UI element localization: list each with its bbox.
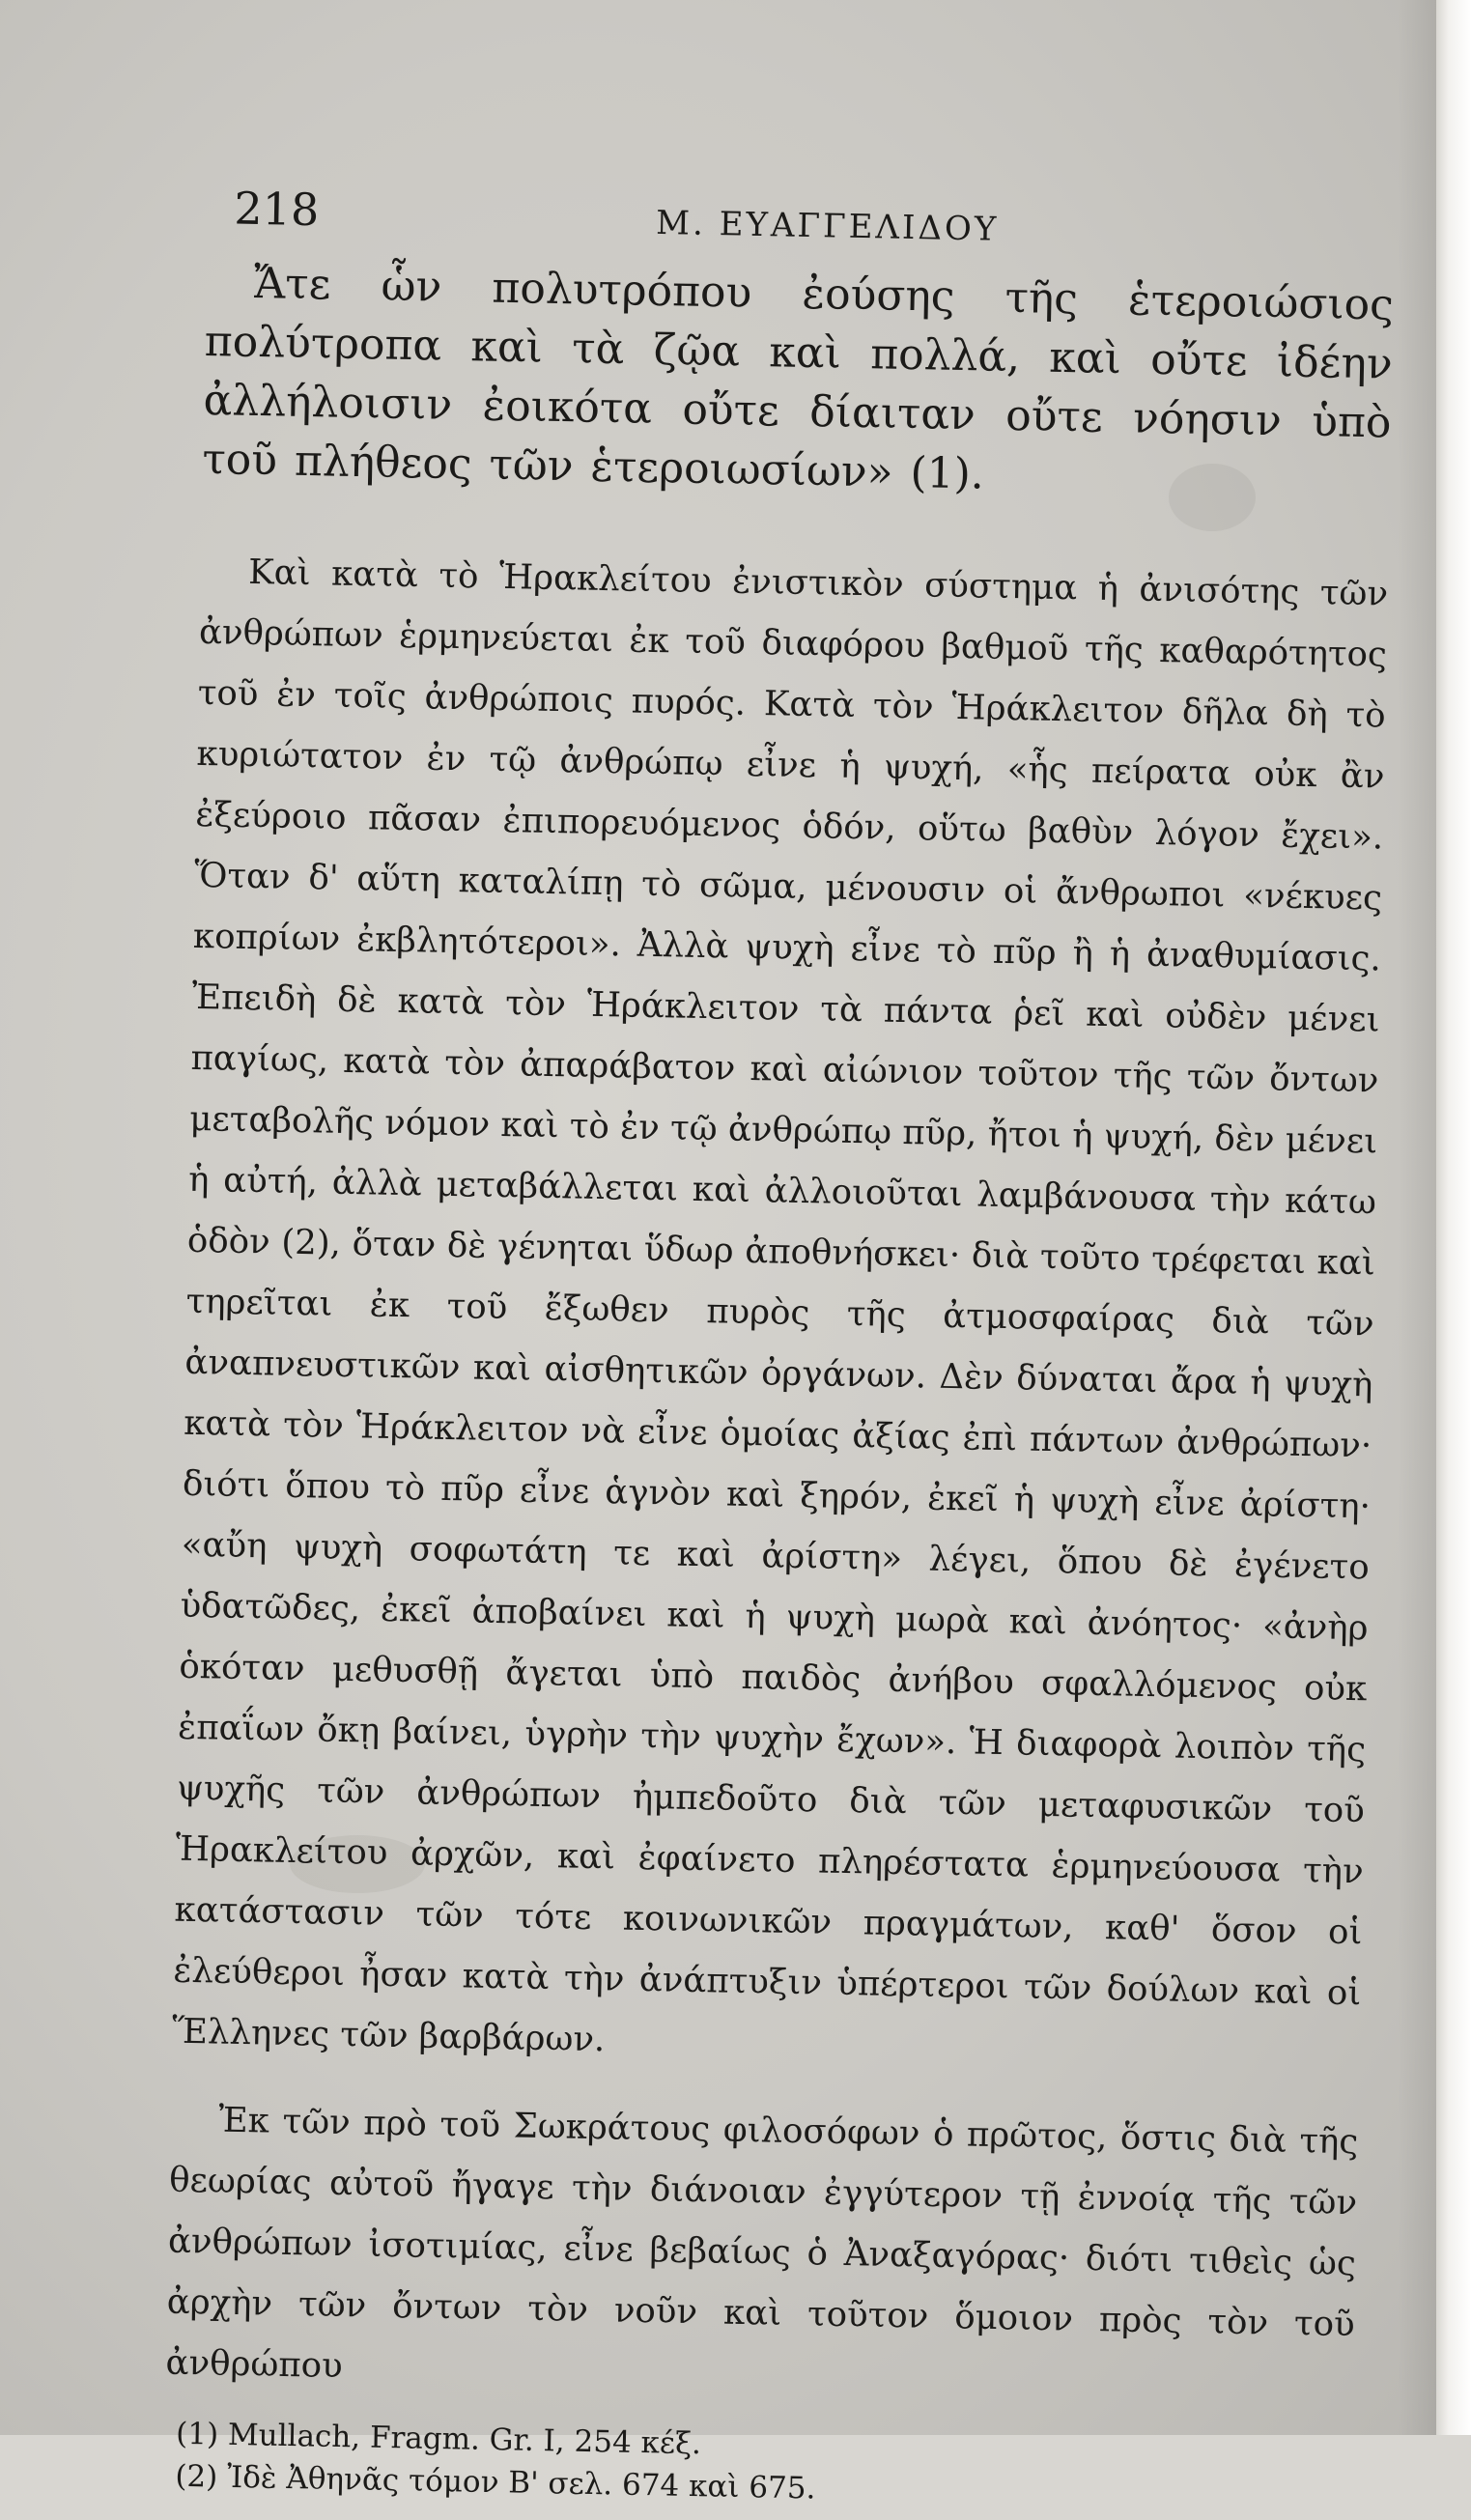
running-head: Μ. ΕΥΑΓΓΕΛΙΔΟΥ (655, 203, 1000, 249)
body-paragraph-heraclitus: Καὶ κατὰ τὸ Ἡρακλείτου ἐνιστικὸν σύστημα ἡ ἀνισότης τῶν ἀνθρώπων ἑρμηνεύεται ἐκ τοῦ διαφόρου βαθμοῦ τῆς καθαρότητος τοῦ ἐν τοῖς ἀνθρώποις πυρός. Κατὰ τὸν Ἡράκλειτον δῆλα δὴ τὸ κυριώτατον ἐν τῷ ἀνθρώπῳ εἶνε ἡ ψυχή, «ἧς πείρατα οὐκ ἂν ἐξεύροιο πᾶσαν ἐπιπορευόμενος ὁδόν, οὕτω βαθὺν λόγον ἔχει». Ὅταν δ' αὕτη καταλίπῃ τὸ σῶμα, μένουσιν οἱ ἄνθρωποι «νέκυες κοπρίων ἐκβλητότεροι». Ἀλλὰ ψυχὴ εἶνε τὸ πῦρ ἢ ἡ ἀναθυμίασις. Ἐπειδὴ δὲ κατὰ τὸν Ἡράκλειτον τὰ πάντα ῥεῖ καὶ οὐδὲν μένει παγίως, κατὰ τὸν ἀπαράβατον καὶ αἰώνιον τοῦτον τῆς τῶν ὄντων μεταβολῆς νόμον καὶ τὸ ἐν τῷ ἀνθρώπῳ πῦρ, ἤτοι ἡ ψυχή, δὲν μένει ἡ αὐτή, ἀλλὰ μεταβάλλεται καὶ ἀλλοιοῦται λαμβάνουσα τὴν κάτω ὁδὸν (2), ὅταν δὲ γένηται ὕδωρ ἀποθνήσκει· διὰ τοῦτο τρέφεται καὶ τηρεῖται ἐκ τοῦ ἔξωθεν πυρὸς τῆς ἀτμοσφαίρας διὰ τῶν ἀναπνευστικῶν καὶ αἰσθητικῶν ὀργάνων. Δὲν δύναται ἄρα ἡ ψυχὴ κατὰ τὸν Ἡράκλειτον νὰ εἶνε ὁμοίας ἀξίας ἐπὶ πάντων ἀνθρώπων· διότι ὅπου τὸ πῦρ εἶνε ἁγνὸν καὶ ξηρόν, ἐκεῖ ἡ ψυχὴ εἶνε ἀρίστη· «αὔη ψυχὴ σοφωτάτη τε καὶ ἀρίστη» λέγει, ὅπου δὲ ἐγένετο ὑδατῶδες, ἐκεῖ ἀποβαίνει καὶ ἡ ψυχὴ μωρὰ καὶ ἀνόητος· «ἀνὴρ ὁκόταν μεθυσθῇ ἄγεται ὑπὸ παιδὸς ἀνήβου σφαλλόμενος οὐκ ἐπαΐων ὄκῃ βαίνει, ὑγρὴν τὴν ψυχὴν ἔχων». Ἡ διαφορὰ λοιπὸν τῆς ψυχῆς τῶν ἀνθρώπων ἠμπεδοῦτο διὰ τῶν μεταφυσικῶν τοῦ Ἡρακλείτου ἀρχῶν, καὶ ἐφαίνετο πληρέστατα ἑρμηνεύουσα τὴν κατάστασιν τῶν τότε κοινωνικῶν πραγμάτων, καθ' ὅσον οἱ ἐλεύθεροι ἦσαν κατὰ τὴν ἀνάπτυξιν ὑπέρτεροι τῶν δούλων καὶ οἱ Ἕλληνες τῶν βαρβάρων. (171, 552, 1389, 2060)
body-paragraph-anaxagoras: Ἐκ τῶν πρὸ τοῦ Σωκράτους φιλοσόφων ὁ πρῶτος, ὅστις διὰ τῆς θεωρίας αὐτοῦ ἤγαγε τὴν διάνοιαν ἐγγύτερον τῇ ἐννοίᾳ τῆς τῶν ἀνθρώπων ἰσοτιμίας, εἶνε βεβαίως ὁ Ἀναξαγόρας· διότι τιθεὶς ὡς ἀρχὴν τῶν ὄντων τὸν νοῦν καὶ τοῦτον ὅμοιον πρὸς τὸν τοῦ ἀνθρώπου (165, 2100, 1359, 2387)
page-edge (1436, 0, 1471, 2435)
footnotes (163, 2413, 1352, 2520)
page-number: 218 (233, 182, 320, 237)
page-fold-shadow (1398, 0, 1436, 2435)
page-text-block (163, 182, 1396, 2520)
footnote-1: (1) Mullach, Fragm. Gr. I, 254 κέξ. (175, 2416, 702, 2462)
footnote-2: (2) Ἰδὲ Ἀθηνᾶς τόμον Β' σελ. 674 καὶ 675. (175, 2458, 816, 2506)
quote-paragraph: Ἄτε ὧν πολυτρόπου ἐούσης τῆς ἑτεροιώσιος πολύτροπα καὶ τὰ ζῷα καὶ πολλά, καὶ οὔτε ἰδέην ἀλλήλοισιν ἐοικότα οὔτε δίαιταν οὔτε νόησιν ὑπὸ τοῦ πλήθεος τῶν ἑτεροιωσίων» (1). (201, 258, 1395, 499)
